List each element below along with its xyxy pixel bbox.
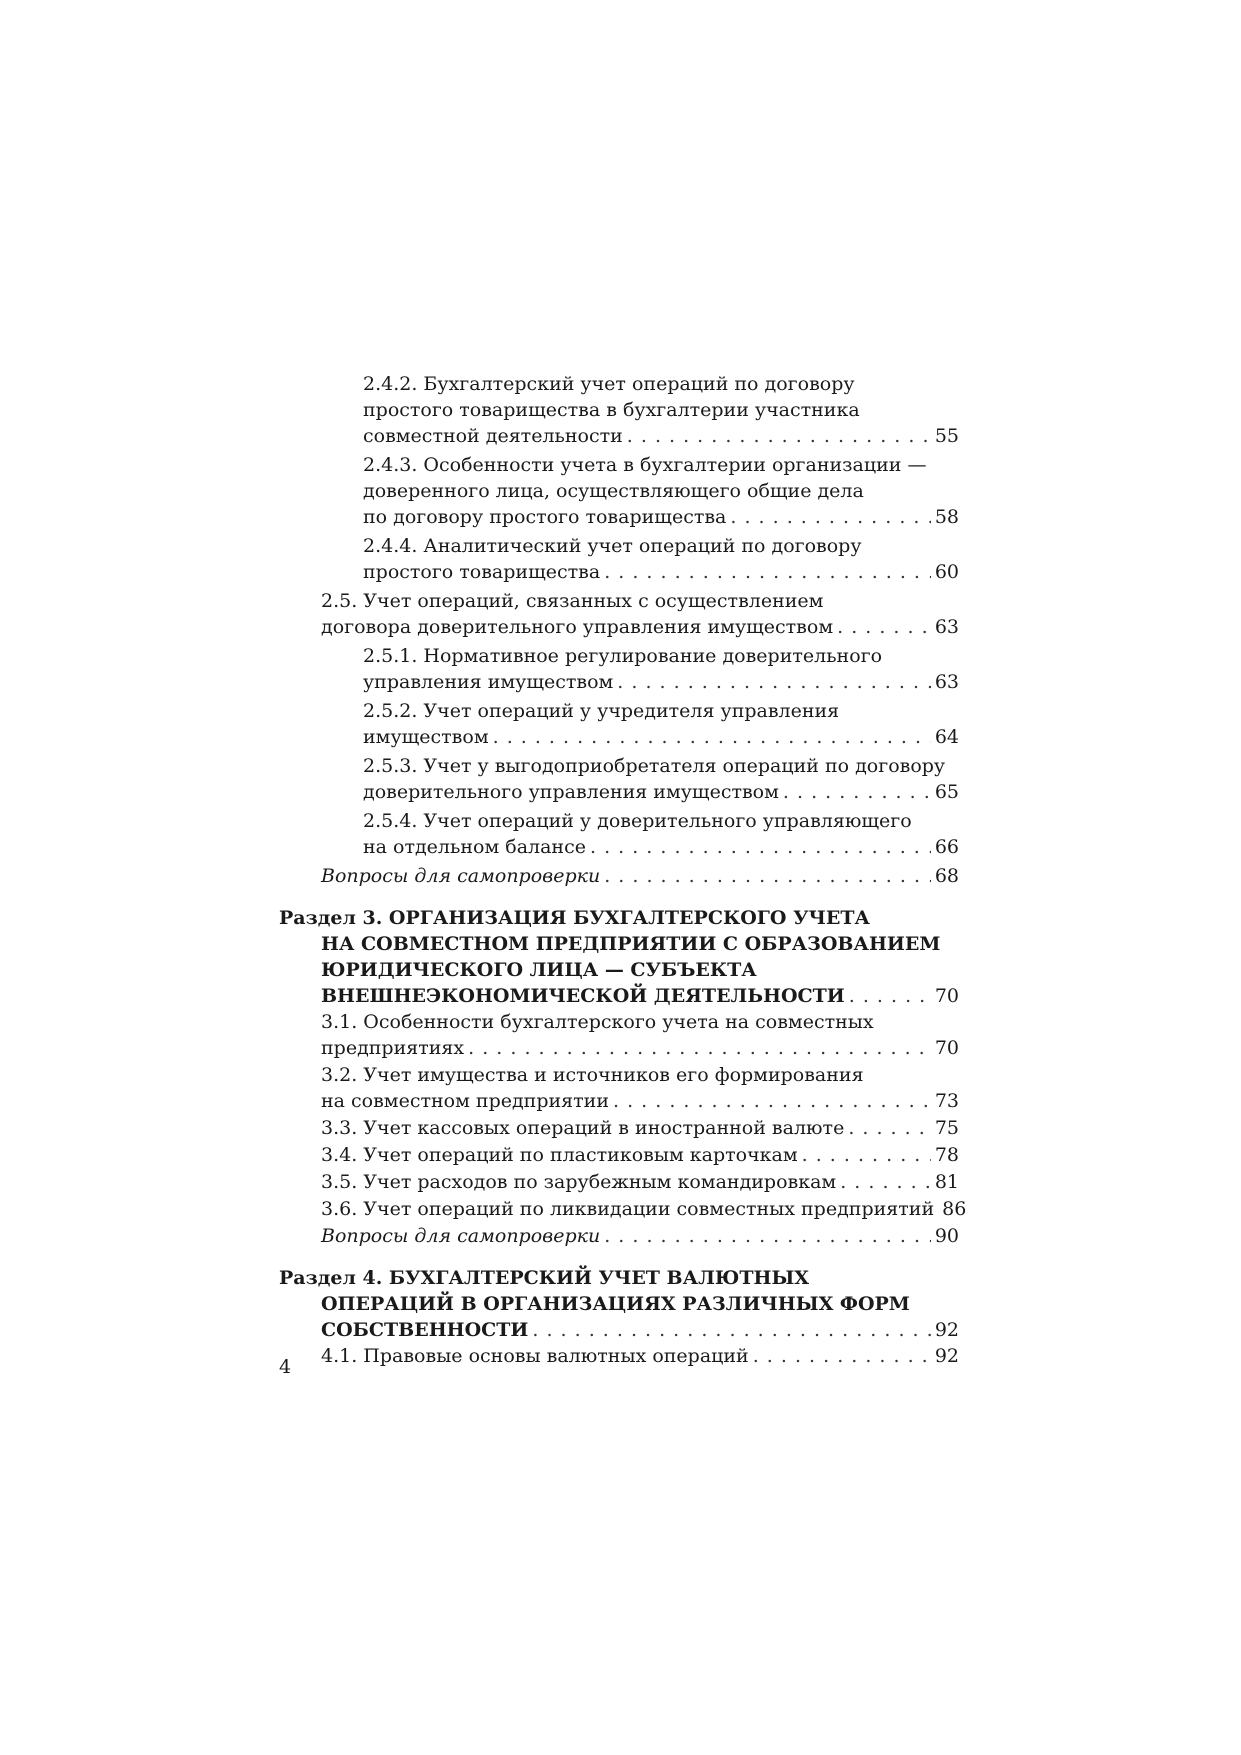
toc-page-number: 86 xyxy=(942,1198,967,1220)
toc-line: 2.5.1. Нормативное регулирование доверительного xyxy=(363,645,883,667)
toc-line: простого товарищества в бухгалтерии участника xyxy=(363,399,860,421)
toc-line: 2.4.3. Особенности учета в бухгалтерии организации — xyxy=(363,454,927,476)
toc-page-number: 66 xyxy=(934,836,959,858)
toc-line: 2.5.3. Учет у выгодоприобретателя операций по договору xyxy=(363,755,946,777)
dot-leader xyxy=(840,1169,931,1195)
toc-entry-section-4[interactable] xyxy=(279,1265,959,1343)
dot-leader xyxy=(848,1115,931,1141)
toc-line: договора доверительного управления имуществом xyxy=(321,616,834,638)
toc-line: 3.3. Учет кассовых операций в иностранной валюте xyxy=(321,1117,845,1139)
toc-line: 2.5.4. Учет операций у доверительного управляющего xyxy=(363,810,912,832)
toc-line: на совместном предприятии xyxy=(321,1090,609,1112)
toc-line: 2.5. Учет операций, связанных с осуществлением xyxy=(321,590,824,612)
toc-page-number: 92 xyxy=(934,1319,959,1341)
toc-entry-questions-3[interactable] xyxy=(279,1223,959,1249)
dot-leader xyxy=(532,1317,930,1343)
toc-entry-questions-2[interactable] xyxy=(279,863,959,889)
toc-line: управления имуществом xyxy=(363,671,614,693)
toc-entry-2-5-2[interactable] xyxy=(279,698,959,750)
toc-entry-3-5[interactable] xyxy=(279,1169,959,1195)
toc-line: доверительного управления имуществом xyxy=(363,781,779,803)
dot-leader xyxy=(849,983,931,1009)
toc-entry-2-5[interactable] xyxy=(279,588,959,640)
dot-leader xyxy=(617,669,931,695)
toc-entry-3-6[interactable] xyxy=(279,1196,967,1222)
toc-section-heading: Раздел 3. ОРГАНИЗАЦИЯ БУХГАЛТЕРСКОГО УЧЕТА xyxy=(279,907,870,929)
toc-section-heading: НА СОВМЕСТНОМ ПРЕДПРИЯТИИ С ОБРАЗОВАНИЕМ xyxy=(321,933,941,955)
toc-page-number: 92 xyxy=(934,1345,959,1367)
toc-page-number: 90 xyxy=(934,1225,959,1247)
dot-leader xyxy=(604,559,931,585)
toc-page-number: 70 xyxy=(934,985,959,1007)
toc-line: простого товарищества xyxy=(363,561,601,583)
dot-leader xyxy=(604,863,931,889)
toc-section-heading: ЮРИДИЧЕСКОГО ЛИЦА — СУБЪЕКТА xyxy=(321,959,757,981)
page-number: 4 xyxy=(279,1356,292,1378)
toc-page-number: 65 xyxy=(934,781,959,803)
toc-page-number: 78 xyxy=(934,1144,959,1166)
toc-page-number: 75 xyxy=(934,1117,959,1139)
toc-line: на отдельном балансе xyxy=(363,836,586,858)
toc-entry-2-5-3[interactable] xyxy=(279,753,959,805)
toc-line: предприятиях xyxy=(321,1037,465,1059)
table-of-contents xyxy=(279,371,967,1370)
toc-entry-2-4-4[interactable] xyxy=(279,533,959,585)
toc-page-number: 63 xyxy=(934,616,959,638)
toc-line: 3.2. Учет имущества и источников его формирования xyxy=(321,1064,864,1086)
dot-leader xyxy=(493,724,931,750)
toc-line: 2.5.2. Учет операций у учредителя управления xyxy=(363,700,840,722)
dot-leader xyxy=(590,834,931,860)
dot-leader xyxy=(613,1088,931,1114)
toc-section-heading: ВНЕШНЕЭКОНОМИЧЕСКОЙ ДЕЯТЕЛЬНОСТИ xyxy=(321,985,845,1007)
toc-entry-2-5-4[interactable] xyxy=(279,808,959,860)
toc-line: 2.4.2. Бухгалтерский учет операций по договору xyxy=(363,373,855,395)
toc-entry-3-4[interactable] xyxy=(279,1142,959,1168)
toc-page-number: 58 xyxy=(934,506,959,528)
dot-leader xyxy=(627,423,931,449)
toc-page-number: 70 xyxy=(934,1037,959,1059)
toc-page-number: 60 xyxy=(934,561,959,583)
dot-leader xyxy=(604,1223,931,1249)
toc-page-number: 73 xyxy=(934,1090,959,1112)
toc-line: 3.5. Учет расходов по зарубежным командировкам xyxy=(321,1171,837,1193)
toc-line: имуществом xyxy=(363,726,489,748)
toc-entry-section-3[interactable] xyxy=(279,905,959,1009)
toc-line: Вопросы для самопроверки xyxy=(321,865,601,887)
toc-line: доверенного лица, осуществляющего общие дела xyxy=(363,480,864,502)
toc-page-number: 64 xyxy=(934,726,959,748)
toc-entry-3-3[interactable] xyxy=(279,1115,959,1141)
dot-leader xyxy=(802,1142,931,1168)
toc-line: 3.6. Учет операций по ликвидации совместных предприятий xyxy=(321,1198,935,1220)
toc-line: 2.4.4. Аналитический учет операций по договору xyxy=(363,535,862,557)
dot-leader xyxy=(753,1343,931,1369)
toc-section-heading: ОПЕРАЦИЙ В ОРГАНИЗАЦИЯХ РАЗЛИЧНЫХ ФОРМ xyxy=(321,1293,910,1315)
toc-page-number: 68 xyxy=(934,865,959,887)
toc-entry-4-1[interactable] xyxy=(279,1343,959,1369)
toc-section-heading: СОБСТВЕННОСТИ xyxy=(321,1319,529,1341)
toc-line: 4.1. Правовые основы валютных операций xyxy=(321,1345,749,1367)
toc-line: 3.1. Особенности бухгалтерского учета на совместных xyxy=(321,1011,874,1033)
toc-entry-2-5-1[interactable] xyxy=(279,643,959,695)
dot-leader xyxy=(468,1035,931,1061)
dot-leader xyxy=(730,504,930,530)
dot-leader xyxy=(837,614,931,640)
toc-line: по договору простого товарищества xyxy=(363,506,727,528)
dot-leader xyxy=(783,779,931,805)
toc-line: Вопросы для самопроверки xyxy=(321,1225,601,1247)
toc-entry-2-4-3[interactable] xyxy=(279,452,959,530)
toc-entry-3-2[interactable] xyxy=(279,1062,959,1114)
toc-page-number: 81 xyxy=(934,1171,959,1193)
toc-page-number: 55 xyxy=(934,425,959,447)
toc-entry-2-4-2[interactable] xyxy=(279,371,959,449)
toc-line: 3.4. Учет операций по пластиковым карточкам xyxy=(321,1144,798,1166)
toc-line: совместной деятельности xyxy=(363,425,623,447)
toc-section-heading: Раздел 4. БУХГАЛТЕРСКИЙ УЧЕТ ВАЛЮТНЫХ xyxy=(279,1267,810,1289)
toc-entry-3-1[interactable] xyxy=(279,1009,959,1061)
toc-page-number: 63 xyxy=(934,671,959,693)
